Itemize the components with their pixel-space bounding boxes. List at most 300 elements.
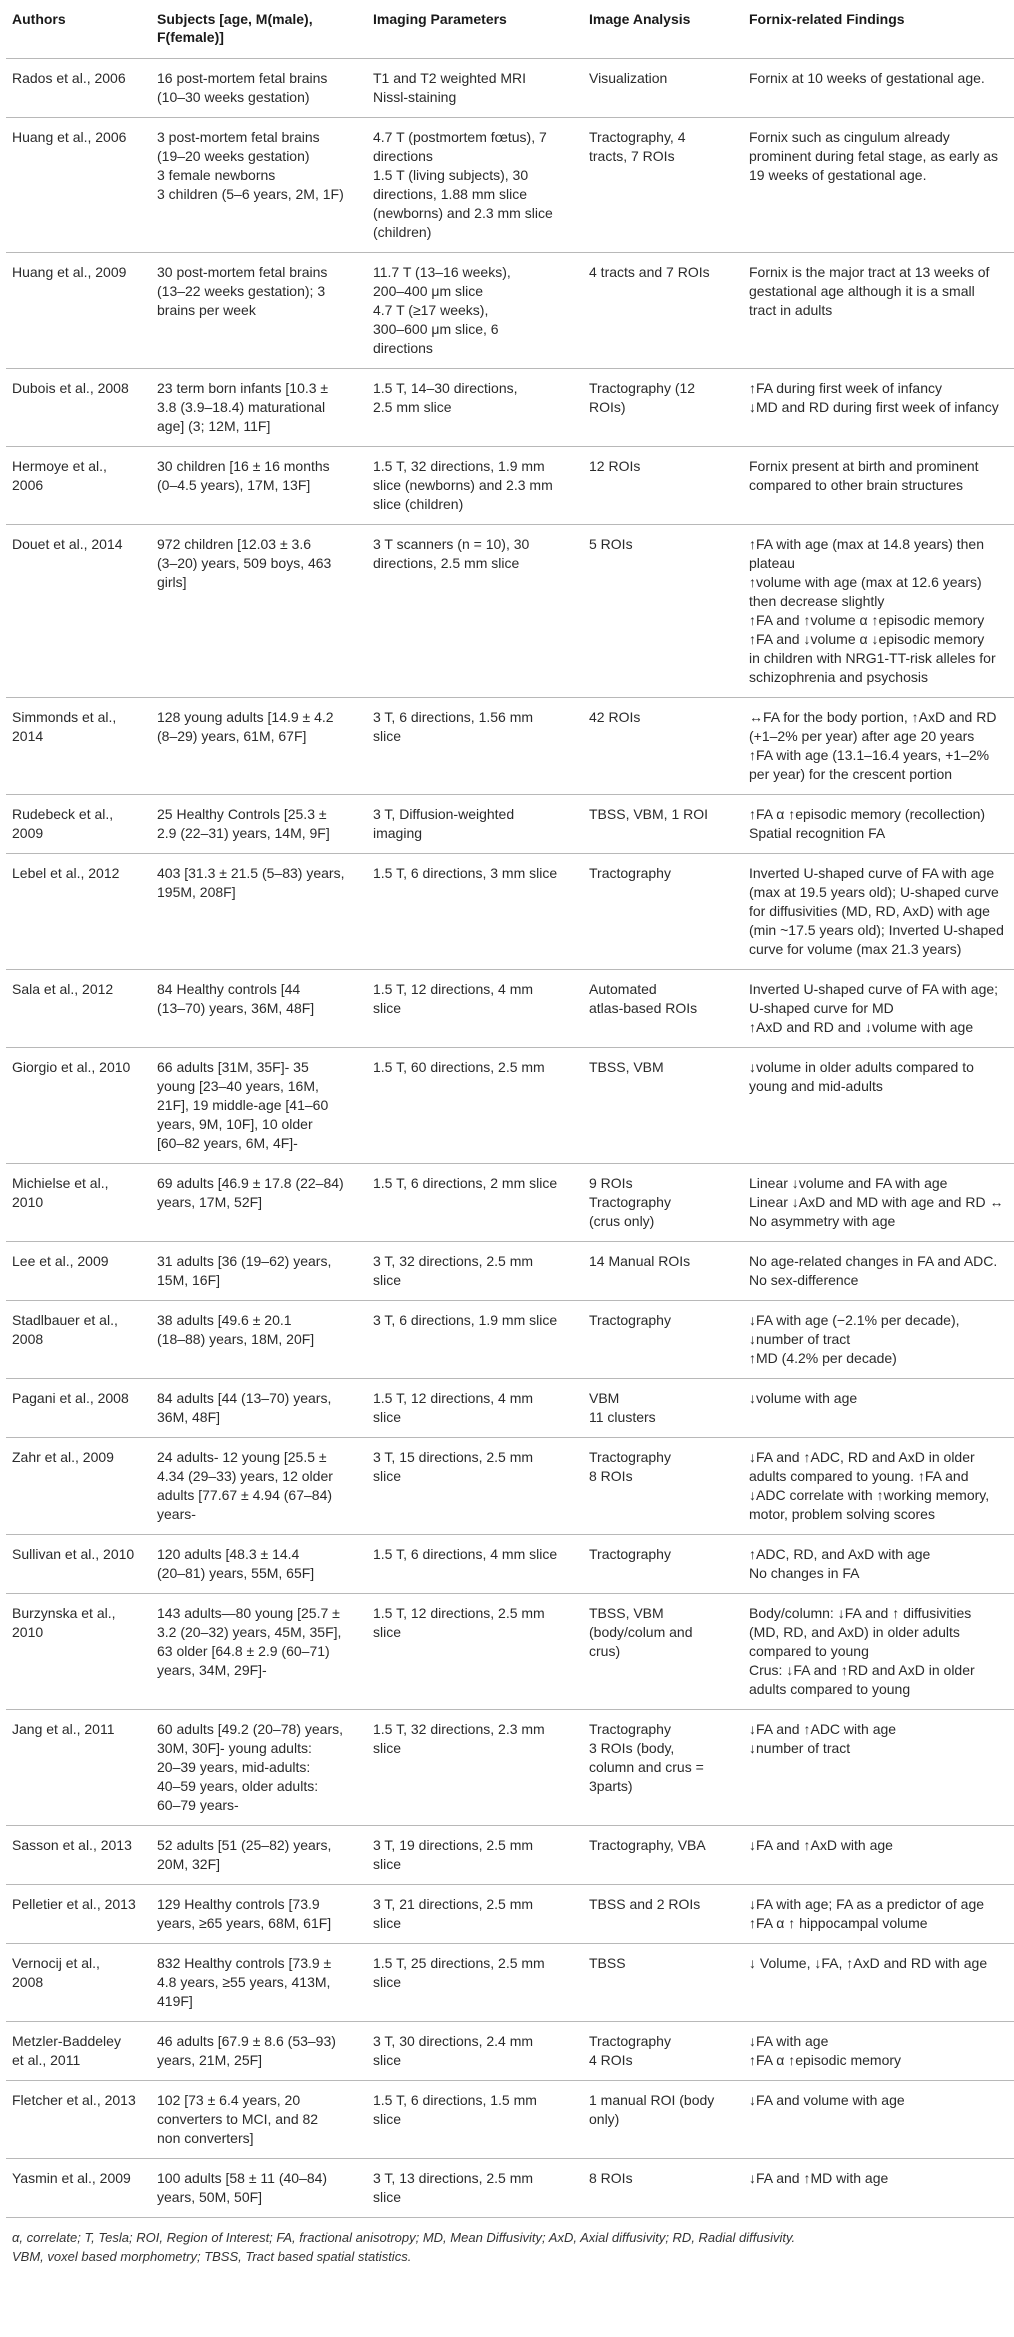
cell-imaging-parameters-line: slice <box>373 1624 402 1640</box>
cell-subjects <box>151 1242 367 1301</box>
cell-imaging-parameters-line: 1.5 T (living subjects), 30 <box>373 167 529 183</box>
cell-authors-line: Michielse et al., <box>12 1175 109 1191</box>
cell-fornix-findings-line: ↑ADC, RD, and AxD with age <box>749 1546 931 1562</box>
table-header <box>6 0 1014 59</box>
cell-fornix-findings-line: prominent during fetal stage, as early as <box>749 148 999 164</box>
cell-authors-line: 2008 <box>12 1974 44 1990</box>
cell-authors-line: Burzynska et al., <box>12 1605 116 1621</box>
cell-subjects-line: 120 adults [48.3 ± 14.4 <box>157 1546 300 1562</box>
cell-imaging-parameters <box>367 447 583 525</box>
cell-subjects-line: 3.8 (3.9–18.4) maturational <box>157 399 326 415</box>
cell-imaging-parameters <box>367 118 583 253</box>
cell-fornix-findings <box>743 2081 1014 2159</box>
cell-fornix-findings-line: No sex-difference <box>749 1272 859 1288</box>
cell-authors-line: 2010 <box>12 1194 44 1210</box>
cell-authors <box>6 1301 151 1379</box>
cell-image-analysis-line: ROIs) <box>589 399 626 415</box>
cell-imaging-parameters-line: imaging <box>373 825 423 841</box>
cell-subjects-line: (10–30 weeks gestation) <box>157 89 310 105</box>
table-row <box>6 2159 1014 2218</box>
cell-imaging-parameters-line: 11.7 T (13–16 weeks), <box>373 264 511 280</box>
cell-subjects-line: 40–59 years, older adults: <box>157 1778 319 1794</box>
cell-subjects-line: 21F], 19 middle-age [41–60 <box>157 1097 329 1113</box>
cell-image-analysis <box>583 2159 743 2218</box>
cell-imaging-parameters <box>367 970 583 1048</box>
cell-subjects-line: 30M, 30F]- young adults: <box>157 1740 312 1756</box>
cell-authors-line: Zahr et al., 2009 <box>12 1449 114 1465</box>
cell-imaging-parameters-line: slice <box>373 1409 402 1425</box>
cell-authors-line: 2009 <box>12 825 44 841</box>
cell-imaging-parameters-line: (children) <box>373 224 432 240</box>
table-row <box>6 1242 1014 1301</box>
cell-fornix-findings-line: young and mid-adults <box>749 1078 883 1094</box>
cell-imaging-parameters-line: 200–400 μm slice <box>373 283 484 299</box>
cell-imaging-parameters <box>367 1535 583 1594</box>
cell-imaging-parameters-line: 3 T, Diffusion-weighted <box>373 806 515 822</box>
cell-imaging-parameters-line: 3 T, 6 directions, 1.9 mm slice <box>373 1312 558 1328</box>
cell-fornix-findings-line: ↑MD (4.2% per decade) <box>749 1350 897 1366</box>
cell-fornix-findings-line: ↓FA with age; FA as a predictor of age <box>749 1896 985 1912</box>
cell-fornix-findings-line: adults compared to young <box>749 1681 911 1697</box>
cell-fornix-findings-line: Fornix present at birth and prominent <box>749 458 979 474</box>
cell-fornix-findings-line: ↑FA with age (max at 14.8 years) then <box>749 536 985 552</box>
cell-subjects-line: 46 adults [67.9 ± 8.6 (53–93) <box>157 2033 336 2049</box>
cell-image-analysis <box>583 1242 743 1301</box>
cell-authors-line: Yasmin et al., 2009 <box>12 2170 131 2186</box>
cell-authors <box>6 1438 151 1535</box>
cell-authors-line: Huang et al., 2006 <box>12 129 127 145</box>
cell-imaging-parameters-line: directions, 2.5 mm slice <box>373 555 520 571</box>
header-authors: Authors <box>6 0 151 59</box>
cell-fornix-findings <box>743 1164 1014 1242</box>
cell-fornix-findings-line: ↑AxD and RD and ↓volume with age <box>749 1019 974 1035</box>
table-row <box>6 1710 1014 1826</box>
cell-image-analysis-line: Tractography <box>589 1546 671 1562</box>
cell-authors <box>6 854 151 970</box>
cell-subjects-line: 38 adults [49.6 ± 20.1 <box>157 1312 292 1328</box>
cell-imaging-parameters-line: slice <box>373 2052 402 2068</box>
table-row <box>6 369 1014 447</box>
cell-subjects <box>151 1048 367 1164</box>
header-row <box>6 0 1014 59</box>
cell-authors <box>6 1048 151 1164</box>
cell-imaging-parameters-line: 1.5 T, 12 directions, 2.5 mm <box>373 1605 545 1621</box>
cell-imaging-parameters-line: slice <box>373 2189 402 2205</box>
cell-subjects <box>151 1826 367 1885</box>
cell-imaging-parameters <box>367 1301 583 1379</box>
cell-subjects-line: years, ≥65 years, 68M, 61F] <box>157 1915 332 1931</box>
cell-subjects <box>151 1594 367 1710</box>
cell-imaging-parameters <box>367 698 583 795</box>
cell-subjects-line: 419F] <box>157 1993 193 2009</box>
cell-authors-line: et al., 2011 <box>12 2052 81 2068</box>
cell-imaging-parameters-line: slice <box>373 2111 402 2127</box>
cell-fornix-findings-line: schizophrenia and psychosis <box>749 669 928 685</box>
cell-authors <box>6 118 151 253</box>
cell-subjects-line: 30 post-mortem fetal brains <box>157 264 328 280</box>
cell-fornix-findings-line: gestational age although it is a small <box>749 283 975 299</box>
cell-imaging-parameters-line: 1.5 T, 32 directions, 2.3 mm <box>373 1721 545 1737</box>
table-row <box>6 2081 1014 2159</box>
cell-authors-line: Pelletier et al., 2013 <box>12 1896 136 1912</box>
cell-fornix-findings-line: (MD, RD, and AxD) in older adults <box>749 1624 960 1640</box>
cell-fornix-findings-line: Linear ↓volume and FA with age <box>749 1175 948 1191</box>
cell-image-analysis-line: 4 ROIs <box>589 2052 633 2068</box>
cell-subjects <box>151 1944 367 2022</box>
cell-fornix-findings <box>743 253 1014 369</box>
cell-fornix-findings <box>743 1242 1014 1301</box>
cell-image-analysis <box>583 369 743 447</box>
cell-fornix-findings-line: ↓FA and volume with age <box>749 2092 905 2108</box>
cell-imaging-parameters <box>367 1379 583 1438</box>
cell-image-analysis <box>583 1164 743 1242</box>
cell-imaging-parameters-line: 1.5 T, 6 directions, 4 mm slice <box>373 1546 558 1562</box>
cell-image-analysis-line: TBSS <box>589 1955 626 1971</box>
cell-fornix-findings <box>743 1438 1014 1535</box>
cell-subjects-line: 84 adults [44 (13–70) years, <box>157 1390 332 1406</box>
cell-authors <box>6 698 151 795</box>
cell-fornix-findings-line: adults compared to young. ↑FA and <box>749 1468 969 1484</box>
cell-subjects-line: years, 50M, 50F] <box>157 2189 263 2205</box>
cell-image-analysis-line: Tractography, 4 <box>589 129 686 145</box>
cell-fornix-findings-line: (+1–2% per year) after age 20 years <box>749 728 975 744</box>
cell-authors-line: Sasson et al., 2013 <box>12 1837 132 1853</box>
cell-image-analysis-line: Tractography <box>589 865 671 881</box>
table-row <box>6 1885 1014 1944</box>
cell-imaging-parameters-line: directions <box>373 340 433 356</box>
cell-image-analysis-line: crus) <box>589 1643 621 1659</box>
cell-subjects-line: years, 21M, 25F] <box>157 2052 263 2068</box>
cell-subjects-line: (8–29) years, 61M, 67F] <box>157 728 307 744</box>
table-row <box>6 698 1014 795</box>
cell-subjects-line: 129 Healthy controls [73.9 <box>157 1896 320 1912</box>
cell-subjects-line: 16 post-mortem fetal brains <box>157 70 328 86</box>
cell-authors <box>6 1885 151 1944</box>
cell-imaging-parameters <box>367 1944 583 2022</box>
cell-subjects <box>151 59 367 118</box>
cell-image-analysis <box>583 1944 743 2022</box>
cell-subjects-line: 20M, 32F] <box>157 1856 221 1872</box>
cell-fornix-findings-line: ↑FA α ↑ hippocampal volume <box>749 1915 928 1931</box>
cell-image-analysis <box>583 698 743 795</box>
cell-authors-line: Simmonds et al., <box>12 709 117 725</box>
cell-fornix-findings-line: Linear ↓AxD and MD with age and RD ↔ <box>749 1194 1004 1210</box>
cell-subjects-line: 52 adults [51 (25–82) years, <box>157 1837 332 1853</box>
cell-fornix-findings-line: (min ~17.5 years old); Inverted U-shaped <box>749 922 1004 938</box>
cell-fornix-findings-line: ↓volume in older adults compared to <box>749 1059 974 1075</box>
cell-subjects <box>151 525 367 698</box>
table-row <box>6 1826 1014 1885</box>
cell-imaging-parameters-line: 3 T, 6 directions, 1.56 mm <box>373 709 534 725</box>
cell-image-analysis-line: atlas-based ROIs <box>589 1000 698 1016</box>
cell-authors-line: Stadlbauer et al., <box>12 1312 118 1328</box>
cell-fornix-findings-line: Fornix is the major tract at 13 weeks of <box>749 264 990 280</box>
cell-fornix-findings-line: ↓FA and ↑MD with age <box>749 2170 889 2186</box>
cell-fornix-findings-line: ↑FA and ↑volume α ↑episodic memory <box>749 612 985 628</box>
cell-subjects-line: (0–4.5 years), 17M, 13F] <box>157 477 311 493</box>
cell-imaging-parameters-line: slice (children) <box>373 496 464 512</box>
cell-authors <box>6 2159 151 2218</box>
cell-fornix-findings-line: ↓FA and ↑ADC, RD and AxD in older <box>749 1449 975 1465</box>
cell-subjects-line: 66 adults [31M, 35F]- 35 <box>157 1059 309 1075</box>
cell-subjects-line: 2.9 (22–31) years, 14M, 9F] <box>157 825 330 841</box>
cell-subjects-line: 128 young adults [14.9 ± 4.2 <box>157 709 334 725</box>
cell-authors <box>6 1710 151 1826</box>
cell-subjects-line: 31 adults [36 (19–62) years, <box>157 1253 332 1269</box>
cell-subjects-line: (18–88) years, 18M, 20F] <box>157 1331 315 1347</box>
cell-imaging-parameters-line: slice <box>373 1974 402 1990</box>
cell-imaging-parameters-line: T1 and T2 weighted MRI <box>373 70 527 86</box>
cell-imaging-parameters-line: 3 T scanners (n = 10), 30 <box>373 536 530 552</box>
cell-subjects-line: 3 children (5–6 years, 2M, 1F) <box>157 186 344 202</box>
cell-fornix-findings-line: ↑FA with age (13.1–16.4 years, +1–2% <box>749 747 990 763</box>
cell-authors-line: 2014 <box>12 728 44 744</box>
cell-imaging-parameters-line: slice <box>373 1000 402 1016</box>
table-row <box>6 970 1014 1048</box>
cell-imaging-parameters-line: 1.5 T, 32 directions, 1.9 mm <box>373 458 545 474</box>
cell-imaging-parameters-line: slice <box>373 728 402 744</box>
cell-subjects-line: non converters] <box>157 2130 254 2146</box>
cell-subjects-line: 832 Healthy controls [73.9 ± <box>157 1955 332 1971</box>
cell-fornix-findings <box>743 1944 1014 2022</box>
cell-imaging-parameters <box>367 1826 583 1885</box>
cell-fornix-findings-line: ↓FA and ↑ADC with age <box>749 1721 897 1737</box>
cell-subjects-line: age] (3; 12M, 11F] <box>157 418 271 434</box>
cell-fornix-findings-line: ↓volume with age <box>749 1390 858 1406</box>
cell-imaging-parameters-line: 1.5 T, 12 directions, 4 mm <box>373 981 534 997</box>
cell-fornix-findings-line: ↓FA and ↑AxD with age <box>749 1837 893 1853</box>
cell-fornix-findings <box>743 795 1014 854</box>
cell-image-analysis-line: Tractography <box>589 2033 671 2049</box>
cell-fornix-findings-line: ↓MD and RD during first week of infancy <box>749 399 999 415</box>
cell-subjects <box>151 854 367 970</box>
cell-authors <box>6 1594 151 1710</box>
table-row <box>6 795 1014 854</box>
cell-authors <box>6 2022 151 2081</box>
cell-fornix-findings-line: ↓ Volume, ↓FA, ↑AxD and RD with age <box>749 1955 988 1971</box>
cell-fornix-findings-line: in children with NRG1-TT-risk alleles for <box>749 650 996 666</box>
cell-authors-line: Giorgio et al., 2010 <box>12 1059 131 1075</box>
cell-fornix-findings-line: ↑FA α ↑episodic memory <box>749 2052 902 2068</box>
cell-image-analysis-line: (body/colum and <box>589 1624 693 1640</box>
cell-subjects-line: years- <box>157 1506 196 1522</box>
table-row <box>6 1944 1014 2022</box>
cell-fornix-findings <box>743 2022 1014 2081</box>
cell-imaging-parameters <box>367 1594 583 1710</box>
cell-fornix-findings-line: ↔FA for the body portion, ↑AxD and RD <box>749 709 997 725</box>
cell-authors <box>6 447 151 525</box>
cell-authors-line: Pagani et al., 2008 <box>12 1390 129 1406</box>
cell-fornix-findings <box>743 1885 1014 1944</box>
table-row <box>6 118 1014 253</box>
cell-subjects-line: 3 female newborns <box>157 167 276 183</box>
cell-authors-line: 2006 <box>12 477 44 493</box>
cell-imaging-parameters <box>367 1710 583 1826</box>
cell-subjects <box>151 369 367 447</box>
table-row <box>6 1379 1014 1438</box>
cell-image-analysis-line: TBSS, VBM <box>589 1059 664 1075</box>
cell-image-analysis-line: Tractography (12 <box>589 380 696 396</box>
cell-authors <box>6 2081 151 2159</box>
cell-authors-line: 2010 <box>12 1624 44 1640</box>
cell-fornix-findings-line: ↓FA with age <box>749 2033 829 2049</box>
cell-image-analysis-line: TBSS, VBM, 1 ROI <box>589 806 709 822</box>
cell-image-analysis-line: tracts, 7 ROIs <box>589 148 675 164</box>
cell-fornix-findings-line: ↓ADC correlate with ↑working memory, <box>749 1487 990 1503</box>
cell-fornix-findings <box>743 854 1014 970</box>
cell-imaging-parameters <box>367 1242 583 1301</box>
header-imaging-parameters: Imaging Parameters <box>367 0 583 59</box>
cell-fornix-findings <box>743 525 1014 698</box>
cell-image-analysis-line: 4 tracts and 7 ROIs <box>589 264 710 280</box>
header-fornix-findings: Fornix-related Findings <box>743 0 1014 59</box>
cell-imaging-parameters-line: 1.5 T, 12 directions, 4 mm <box>373 1390 534 1406</box>
cell-fornix-findings-line: Fornix such as cingulum already <box>749 129 950 145</box>
cell-authors <box>6 1164 151 1242</box>
cell-authors <box>6 1535 151 1594</box>
cell-imaging-parameters-line: 3 T, 30 directions, 2.4 mm <box>373 2033 534 2049</box>
cell-imaging-parameters-line: 1.5 T, 14–30 directions, <box>373 380 518 396</box>
cell-image-analysis <box>583 854 743 970</box>
table-row <box>6 253 1014 369</box>
cell-imaging-parameters-line: 300–600 μm slice, 6 <box>373 321 499 337</box>
footnote-line: VBM, voxel based morphometry; TBSS, Tract based spatial statistics. <box>12 2249 412 2264</box>
cell-image-analysis <box>583 525 743 698</box>
cell-image-analysis-line: 12 ROIs <box>589 458 641 474</box>
cell-authors-line: Lebel et al., 2012 <box>12 865 120 881</box>
cell-fornix-findings-line: ↓number of tract <box>749 1740 851 1756</box>
cell-authors-line: Hermoye et al., <box>12 458 107 474</box>
cell-subjects-line: adults [77.67 ± 4.94 (67–84) <box>157 1487 333 1503</box>
cell-authors-line: Sullivan et al., 2010 <box>12 1546 135 1562</box>
cell-imaging-parameters <box>367 1048 583 1164</box>
cell-subjects-line: 972 children [12.03 ± 3.6 <box>157 536 312 552</box>
cell-authors <box>6 1826 151 1885</box>
cell-image-analysis <box>583 447 743 525</box>
cell-fornix-findings <box>743 1826 1014 1885</box>
cell-subjects <box>151 2081 367 2159</box>
cell-fornix-findings-line: 19 weeks of gestational age. <box>749 167 927 183</box>
cell-image-analysis <box>583 2022 743 2081</box>
cell-image-analysis-line: Automated <box>589 981 657 997</box>
cell-authors-line: Rados et al., 2006 <box>12 70 126 86</box>
cell-fornix-findings-line: for diffusivities (MD, RD, AxD) with age <box>749 903 990 919</box>
header-image-analysis: Image Analysis <box>583 0 743 59</box>
cell-fornix-findings-line: ↑FA and ↓volume α ↓episodic memory <box>749 631 985 647</box>
cell-subjects <box>151 2022 367 2081</box>
cell-image-analysis-line: Tractography <box>589 1194 671 1210</box>
cell-imaging-parameters-line: 4.7 T (≥17 weeks), <box>373 302 489 318</box>
header-subjects: Subjects [age, M(male), F(female)] <box>151 0 367 59</box>
cell-imaging-parameters-line: 3 T, 21 directions, 2.5 mm <box>373 1896 534 1912</box>
table-row <box>6 525 1014 698</box>
cell-subjects-line: 4.34 (29–33) years, 12 older <box>157 1468 333 1484</box>
table-footnote <box>6 2218 1006 2266</box>
cell-subjects <box>151 970 367 1048</box>
cell-subjects-line: brains per week <box>157 302 256 318</box>
cell-imaging-parameters-line: slice (newborns) and 2.3 mm <box>373 477 553 493</box>
cell-subjects-line: girls] <box>157 574 187 590</box>
table-row <box>6 2022 1014 2081</box>
cell-imaging-parameters <box>367 253 583 369</box>
cell-subjects-line: years, 17M, 52F] <box>157 1194 263 1210</box>
cell-image-analysis-line: Tractography <box>589 1312 671 1328</box>
cell-subjects-line: [60–82 years, 6M, 4F]- <box>157 1135 298 1151</box>
cell-subjects-line: 60 adults [49.2 (20–78) years, <box>157 1721 344 1737</box>
cell-fornix-findings <box>743 1379 1014 1438</box>
cell-fornix-findings-line: compared to other brain structures <box>749 477 963 493</box>
cell-imaging-parameters <box>367 59 583 118</box>
cell-imaging-parameters-line: directions <box>373 148 433 164</box>
cell-authors <box>6 795 151 854</box>
cell-subjects-line: 143 adults—80 young [25.7 ± <box>157 1605 340 1621</box>
cell-fornix-findings-line: tract in adults <box>749 302 833 318</box>
cell-subjects <box>151 1164 367 1242</box>
cell-authors-line: Fletcher et al., 2013 <box>12 2092 136 2108</box>
cell-image-analysis-line: (crus only) <box>589 1213 655 1229</box>
cell-authors-line: Rudebeck et al., <box>12 806 114 822</box>
cell-image-analysis-line: TBSS, VBM <box>589 1605 664 1621</box>
cell-imaging-parameters-line: slice <box>373 1468 402 1484</box>
cell-fornix-findings <box>743 1594 1014 1710</box>
cell-image-analysis-line: column and crus = <box>589 1759 704 1775</box>
cell-imaging-parameters-line: 3 T, 15 directions, 2.5 mm <box>373 1449 534 1465</box>
cell-imaging-parameters-line: slice <box>373 1740 402 1756</box>
cell-image-analysis-line: 42 ROIs <box>589 709 641 725</box>
cell-imaging-parameters <box>367 369 583 447</box>
cell-subjects-line: (13–70) years, 36M, 48F] <box>157 1000 315 1016</box>
cell-image-analysis <box>583 1301 743 1379</box>
cell-image-analysis-line: Tractography <box>589 1449 671 1465</box>
cell-imaging-parameters-line: (newborns) and 2.3 mm slice <box>373 205 553 221</box>
cell-fornix-findings <box>743 1535 1014 1594</box>
cell-fornix-findings-line: per year) for the crescent portion <box>749 766 953 782</box>
cell-subjects <box>151 698 367 795</box>
cell-imaging-parameters <box>367 525 583 698</box>
cell-fornix-findings-line: Body/column: ↓FA and ↑ diffusivities <box>749 1605 972 1621</box>
cell-imaging-parameters <box>367 2159 583 2218</box>
cell-authors-line: Metzler-Baddeley <box>12 2033 121 2049</box>
cell-fornix-findings-line: U-shaped curve for MD <box>749 1000 894 1016</box>
cell-image-analysis <box>583 59 743 118</box>
cell-fornix-findings <box>743 698 1014 795</box>
cell-subjects-line: years, 9M, 10F], 10 older <box>157 1116 313 1132</box>
cell-image-analysis <box>583 253 743 369</box>
cell-imaging-parameters <box>367 795 583 854</box>
cell-authors <box>6 1379 151 1438</box>
cell-authors <box>6 253 151 369</box>
cell-fornix-findings-line: Inverted U-shaped curve of FA with age; <box>749 981 999 997</box>
cell-subjects <box>151 1301 367 1379</box>
cell-fornix-findings-line: No age-related changes in FA and ADC. <box>749 1253 998 1269</box>
cell-imaging-parameters-line: 3 T, 19 directions, 2.5 mm <box>373 1837 534 1853</box>
cell-subjects-line: 63 older [64.8 ± 2.9 (60–71) <box>157 1643 330 1659</box>
cell-fornix-findings <box>743 1048 1014 1164</box>
cell-imaging-parameters-line: Nissl-staining <box>373 89 457 105</box>
cell-subjects-line: 69 adults [46.9 ± 17.8 (22–84) <box>157 1175 344 1191</box>
cell-authors-line: Douet et al., 2014 <box>12 536 123 552</box>
cell-image-analysis-line: only) <box>589 2111 620 2127</box>
cell-subjects-line: 3 post-mortem fetal brains <box>157 129 320 145</box>
cell-subjects-line: 100 adults [58 ± 11 (40–84) <box>157 2170 328 2186</box>
cell-image-analysis <box>583 795 743 854</box>
cell-authors <box>6 1944 151 2022</box>
cell-authors <box>6 970 151 1048</box>
cell-imaging-parameters-line: 1.5 T, 6 directions, 2 mm slice <box>373 1175 558 1191</box>
cell-fornix-findings-line: then decrease slightly <box>749 593 885 609</box>
cell-authors-line: Vernocij et al., <box>12 1955 100 1971</box>
cell-subjects-line: 20–39 years, mid-adults: <box>157 1759 311 1775</box>
